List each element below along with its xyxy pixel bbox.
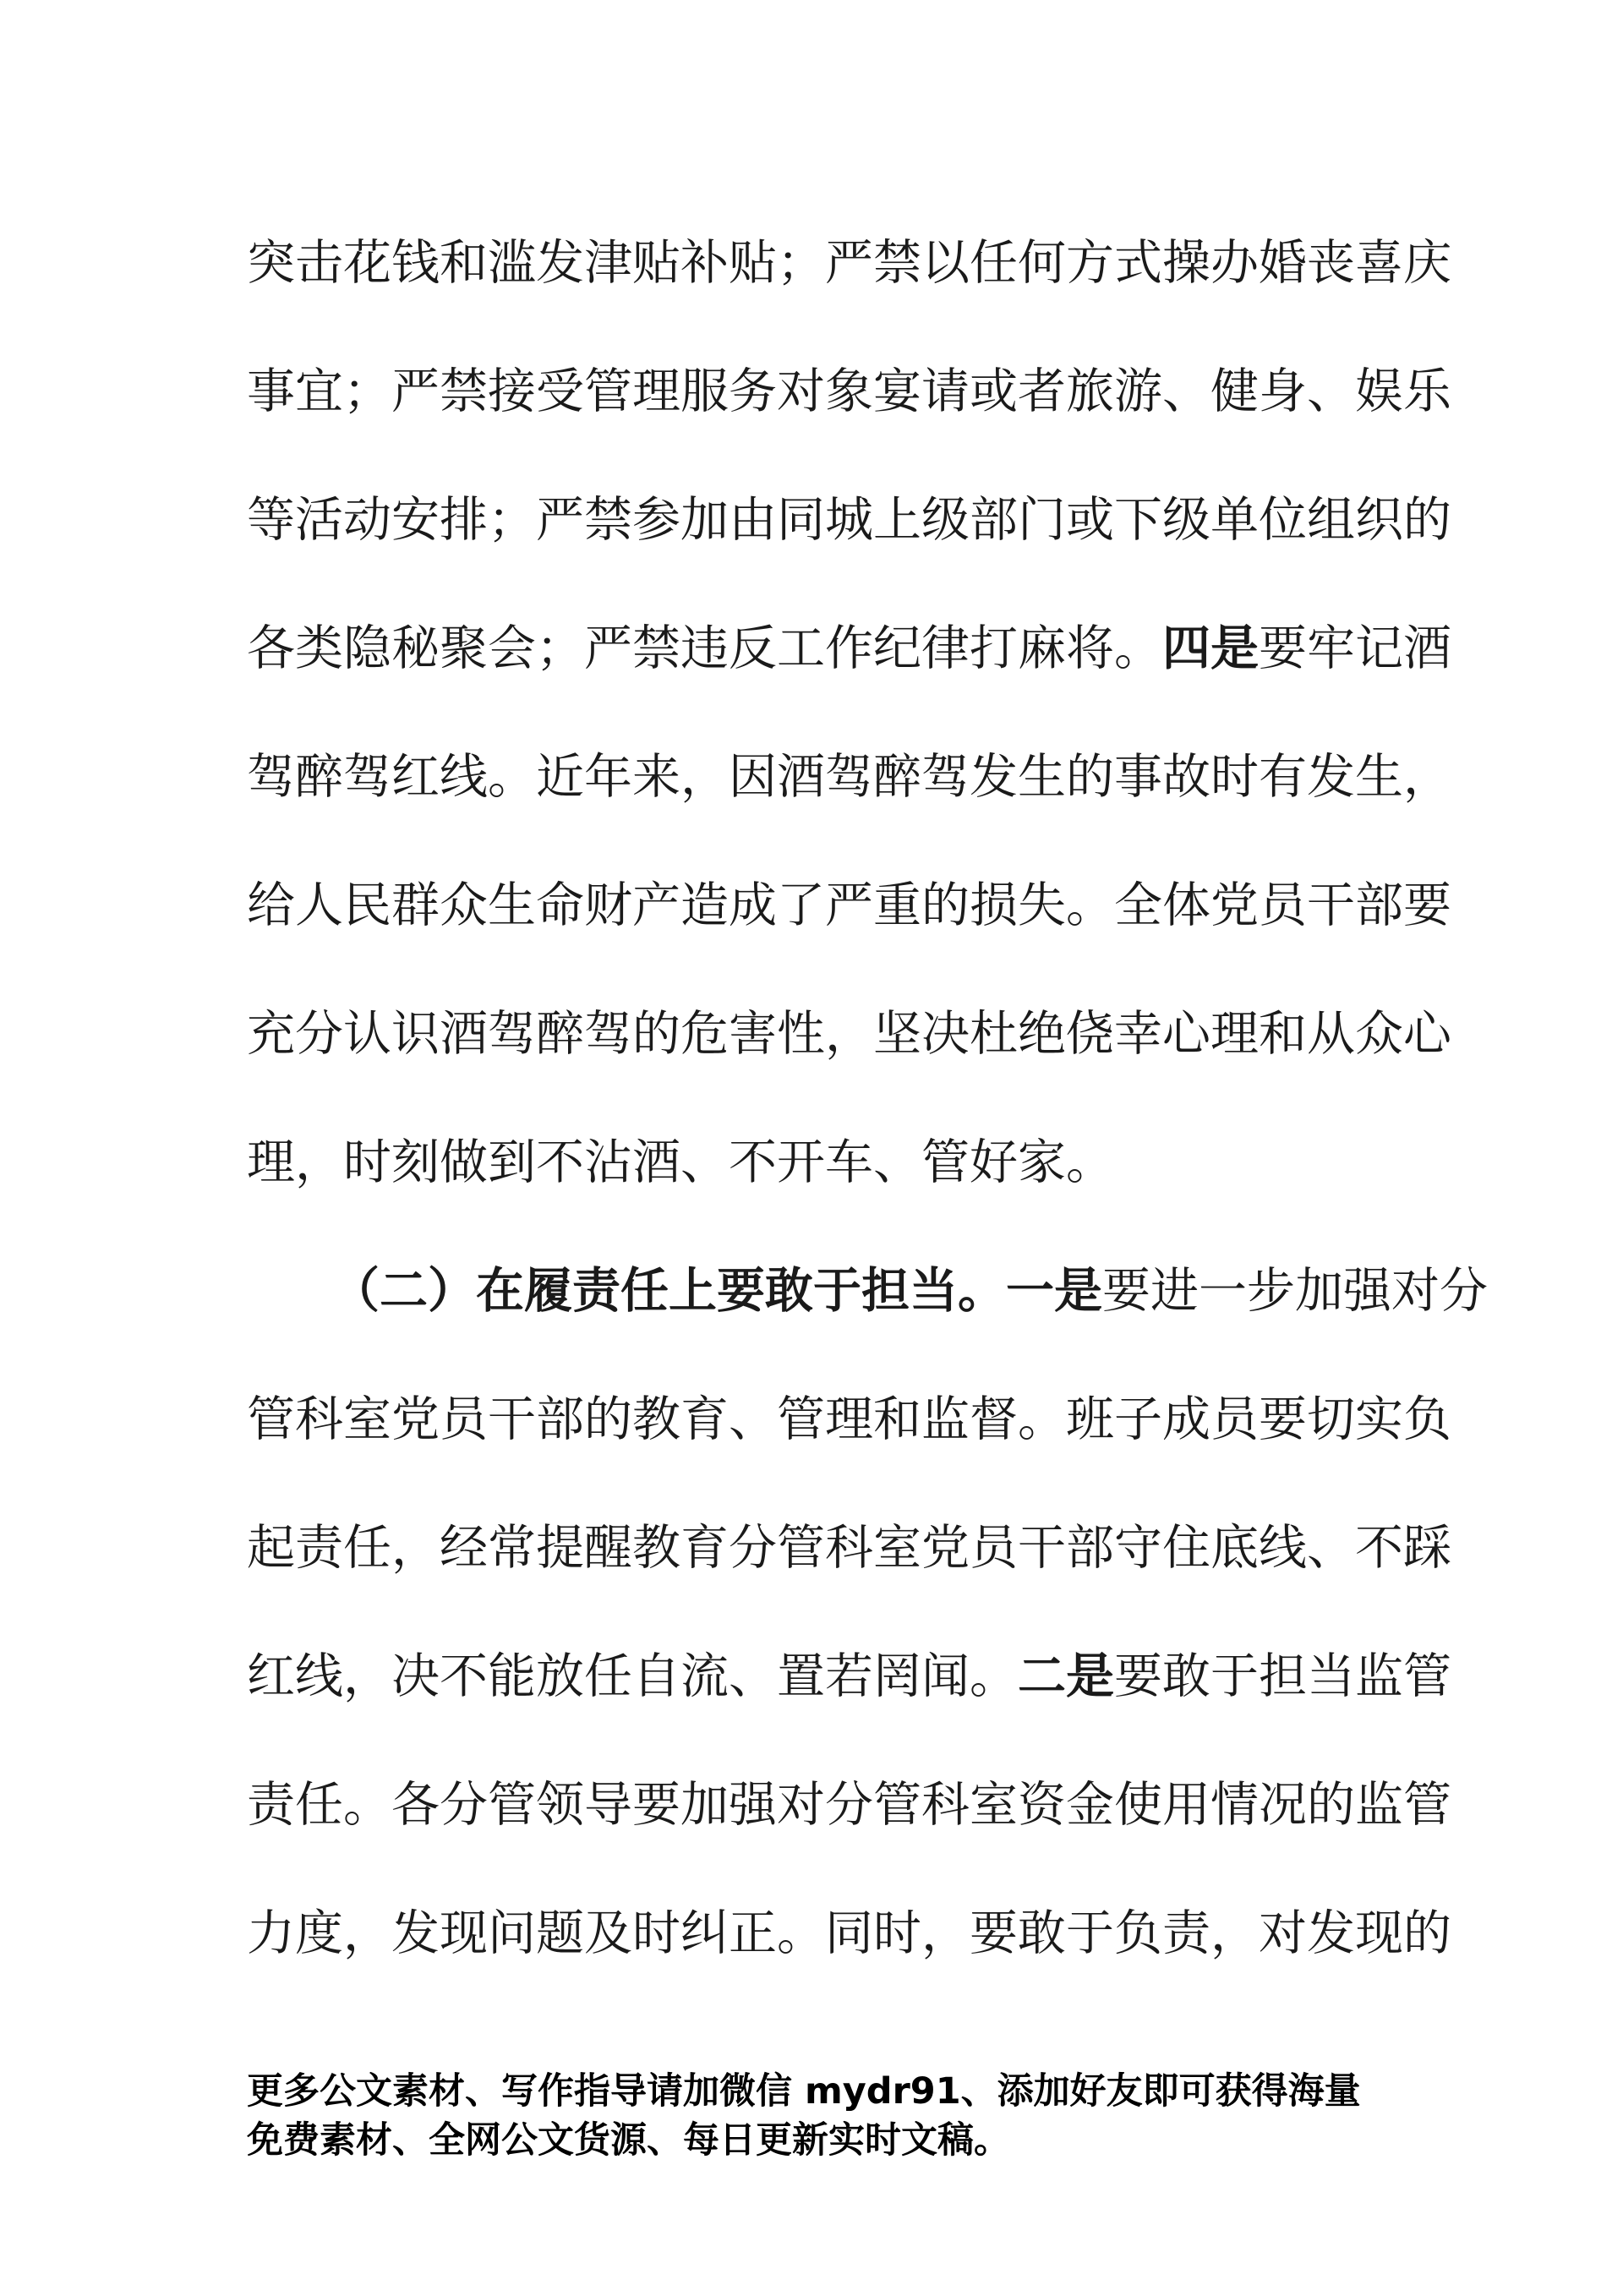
text-run: 责任。各分管领导要加强对分管科室资金使用情况的监管 (247, 1777, 1451, 1833)
section-heading: （二）在履责任上要敢于担当。一是 (331, 1263, 1102, 1319)
text-run: 理，时刻做到不沾酒、不开车、管好家。 (247, 1134, 1114, 1190)
paragraph-line (247, 1516, 1451, 1580)
paragraph-line (247, 1901, 1451, 1965)
paragraph-line (247, 1773, 1451, 1837)
bold-text-run: 四是 (1162, 620, 1259, 676)
paragraph-line (247, 1002, 1451, 1066)
text-run: 突击花钱和滥发津贴补贴；严禁以任何方式操办婚丧喜庆 (247, 235, 1451, 291)
paragraph-line (247, 616, 1451, 681)
text-run: 力度，发现问题及时纠正。同时，要敢于负责，对发现的 (247, 1905, 1451, 1961)
paragraph-line (247, 1387, 1451, 1451)
footer-line: 免费素材、全网公文货源、每日更新实时文稿。 (247, 2119, 1010, 2162)
paragraph-line (247, 1644, 1451, 1708)
paragraph-line (247, 359, 1451, 424)
text-run: 管科室党员干部的教育、管理和监督。班子成员要切实负 (247, 1391, 1451, 1447)
text-run: 等活动安排；严禁参加由同城上级部门或下级单位组织的 (247, 492, 1451, 548)
paragraph-line (247, 1130, 1114, 1194)
text-run: 要牢记酒 (1259, 620, 1451, 676)
text-run: 充分认识酒驾醉驾的危害性，坚决杜绝侥幸心理和从众心 (247, 1006, 1451, 1062)
footer-line: 更多公文素材、写作指导请加微信 mydr91、添加好友即可获得海量 (247, 2070, 1361, 2113)
paragraph-line (247, 873, 1451, 938)
text-run: 红线，决不能放任自流、置若罔闻。 (247, 1648, 1018, 1704)
text-run: 起责任，经常提醒教育分管科室党员干部守住底线、不踩 (247, 1520, 1451, 1576)
text-run: 各类隐秘聚会；严禁违反工作纪律打麻将。 (247, 620, 1162, 676)
paragraph-line (247, 231, 1451, 295)
section-heading-line (331, 1259, 1488, 1323)
text-run: 驾醉驾红线。近年来，因酒驾醉驾发生的事故时有发生， (247, 749, 1451, 805)
text-run: 事宜；严禁接受管理服务对象宴请或者旅游、健身、娱乐 (247, 364, 1451, 419)
footer-promo (247, 2067, 1430, 2165)
bold-text-run: 二是 (1018, 1648, 1114, 1704)
text-run: 给人民群众生命财产造成了严重的损失。全体党员干部要 (247, 877, 1451, 933)
text-run: 要进一步加强对分 (1102, 1263, 1488, 1319)
paragraph-line (247, 488, 1451, 552)
text-run: 要敢于担当监管 (1114, 1648, 1451, 1704)
paragraph-line (247, 745, 1451, 809)
